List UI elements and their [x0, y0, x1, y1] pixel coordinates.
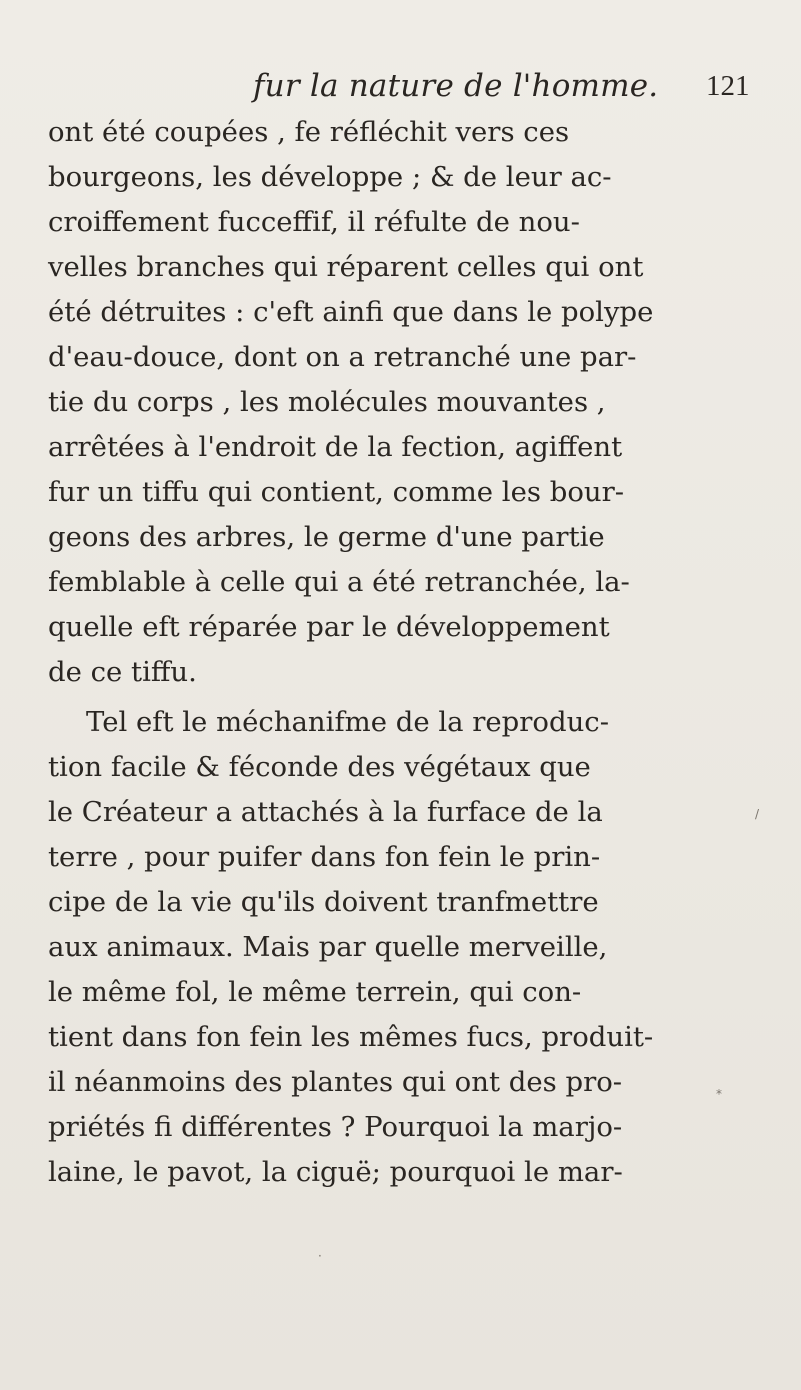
text-line: ont été coupées , fe réfléchit vers ces [48, 116, 570, 148]
text-line: terre , pour puifer dans fon fein le prin- [48, 841, 601, 873]
text-line: arrêtées à l'endroit de la fection, agiffent [48, 431, 623, 463]
margin-mark: / [755, 807, 760, 821]
text-line: tient dans fon fein les mêmes fucs, produit- [48, 1021, 654, 1053]
text-line: de ce tiffu. [48, 656, 197, 688]
running-title: fur la nature de l'homme. [253, 68, 659, 104]
text-line: femblable à celle qui a été retranchée, la- [48, 566, 630, 598]
text-line: tie du corps , les molécules mouvantes , [48, 386, 606, 418]
text-line: fur un tiffu qui contient, comme les bour- [48, 476, 625, 508]
margin-mark: · [318, 1249, 322, 1263]
text-line: le Créateur a attachés à la furface de la [48, 796, 603, 828]
text-line: quelle eft réparée par le développement [48, 611, 610, 643]
text-line: le même fol, le même terrein, qui con- [48, 976, 582, 1008]
text-line: été détruites : c'eft ainfi que dans le polype [48, 296, 654, 328]
text-line: cipe de la vie qu'ils doivent tranfmettre [48, 886, 599, 918]
running-head [0, 66, 801, 106]
paragraph-first-line: Tel eft le méchanifme de la reproduc- [86, 706, 609, 738]
text-line: d'eau-douce, dont on a retranché une par- [48, 341, 637, 373]
text-line: bourgeons, les développe ; & de leur ac- [48, 161, 612, 193]
text-line: geons des arbres, le germe d'une partie [48, 521, 605, 553]
text-line: priétés fi différentes ? Pourquoi la marjo- [48, 1111, 623, 1143]
page-number: 121 [706, 70, 750, 102]
text-line: croiffement fucceffif, il réfulte de nou- [48, 206, 580, 238]
text-line: il néanmoins des plantes qui ont des pro- [48, 1066, 623, 1098]
text-line: laine, le pavot, la ciguë; pourquoi le mar- [48, 1156, 623, 1188]
text-line: aux animaux. Mais par quelle merveille, [48, 931, 608, 963]
text-line: velles branches qui réparent celles qui ont [48, 251, 644, 283]
margin-mark: * [716, 1087, 722, 1101]
text-line: tion facile & féconde des végétaux que [48, 751, 591, 783]
